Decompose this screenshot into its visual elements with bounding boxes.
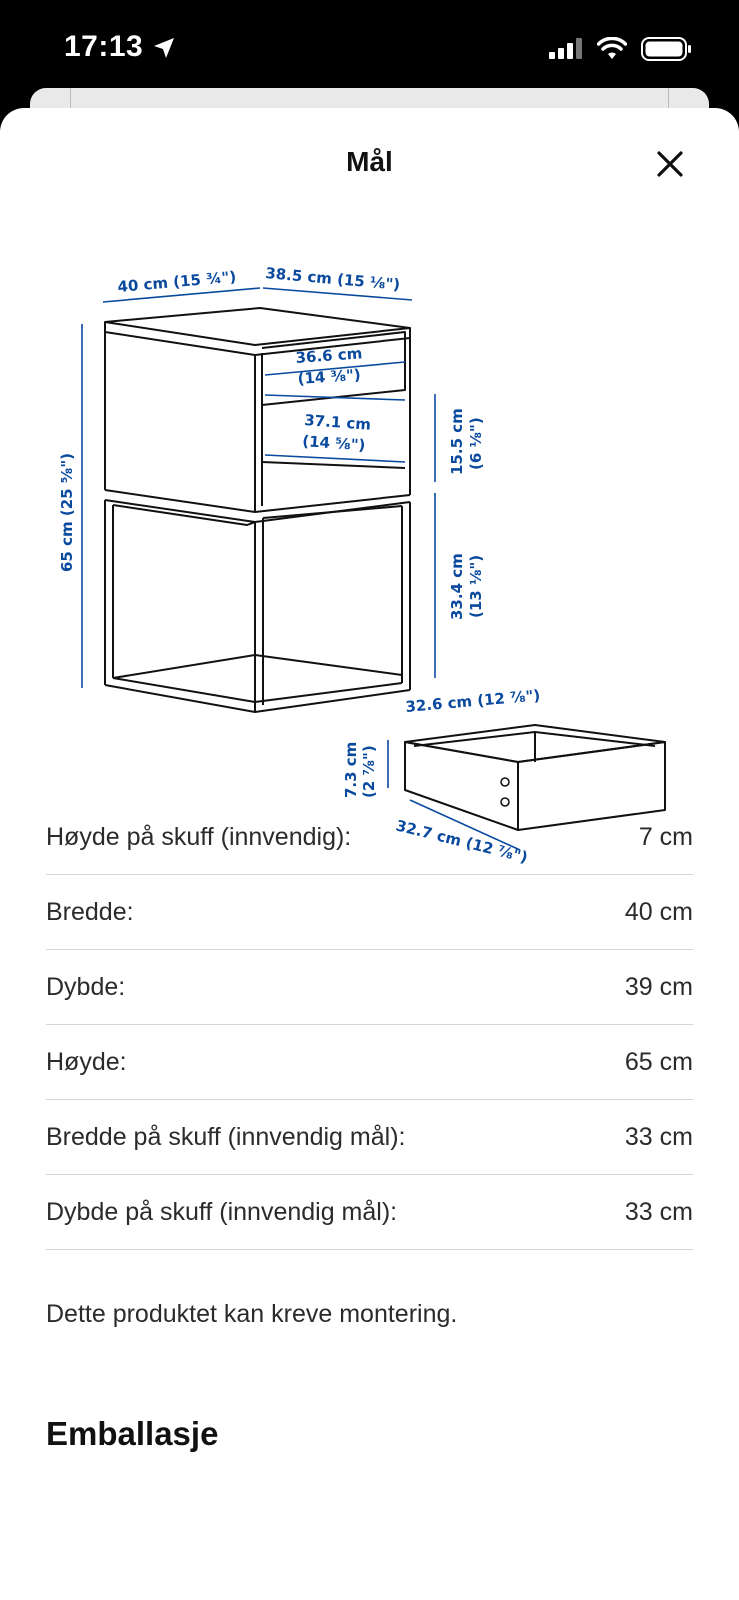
label-drawer-opening-in: (14 ⅜") [297, 365, 362, 388]
dimension-value: 33 cm [624, 1122, 693, 1151]
dimension-row [46, 1100, 693, 1175]
label-shelf-width-in: (14 ⅝") [301, 432, 366, 455]
dimension-value: 7 cm [638, 822, 693, 851]
status-time: 17:13 [64, 30, 144, 63]
dimension-row [46, 875, 693, 950]
dimension-row [46, 950, 693, 1025]
label-shelf-height: 15.5 cm [448, 408, 466, 475]
label-leg-height-in: (13 ⅛") [467, 554, 485, 618]
label-drawer-height-in: (2 ⅞") [360, 745, 378, 798]
packaging-heading: Emballasje [46, 1415, 219, 1452]
dimension-value: 65 cm [624, 1047, 693, 1076]
label-drawer-opening: 36.6 cm [295, 344, 363, 367]
dimension-label: Bredde på skuff (innvendig mål): [46, 1122, 406, 1151]
dimension-diagram [50, 150, 690, 900]
dimension-value: 33 cm [624, 1197, 693, 1226]
dimension-label: Dybde: [46, 972, 126, 1001]
dimension-label: Høyde: [46, 1047, 127, 1076]
dimension-row [46, 1175, 693, 1250]
battery-icon [641, 36, 693, 67]
label-drawer-depth: 32.7 cm (12 ⅞") [394, 816, 530, 867]
label-width-top: 40 cm (15 ¾") [116, 267, 237, 296]
label-total-height: 65 cm (25 ⅝") [58, 453, 76, 572]
dimension-row [46, 1025, 693, 1100]
dimension-value: 40 cm [624, 897, 693, 926]
dimension-label: Bredde: [46, 897, 134, 926]
assembly-note: Dette produktet kan kreve montering. [46, 1300, 458, 1328]
dimension-label: Dybde på skuff (innvendig mål): [46, 1197, 398, 1226]
wifi-icon [597, 37, 627, 66]
dimensions-list [46, 800, 693, 1250]
signal-icon [549, 37, 583, 66]
label-drawer-height: 7.3 cm [342, 741, 360, 798]
label-leg-height: 33.4 cm [448, 553, 466, 620]
nightstand-illustration [105, 308, 410, 712]
status-indicators [549, 36, 693, 67]
sheet-title: Mål [346, 146, 393, 177]
label-shelf-height-in: (6 ⅛") [467, 417, 485, 470]
label-drawer-width: 32.6 cm (12 ⅞") [404, 686, 541, 716]
dimension-label: Høyde på skuff (innvendig): [46, 822, 352, 851]
dimension-diagram-svg [50, 150, 690, 900]
location-arrow-icon [152, 36, 176, 65]
label-depth-top: 38.5 cm (15 ⅛") [264, 264, 401, 294]
dimension-row [46, 800, 693, 875]
status-bar [0, 0, 739, 100]
label-shelf-width: 37.1 cm [303, 411, 372, 434]
dimension-value: 39 cm [624, 972, 693, 1001]
